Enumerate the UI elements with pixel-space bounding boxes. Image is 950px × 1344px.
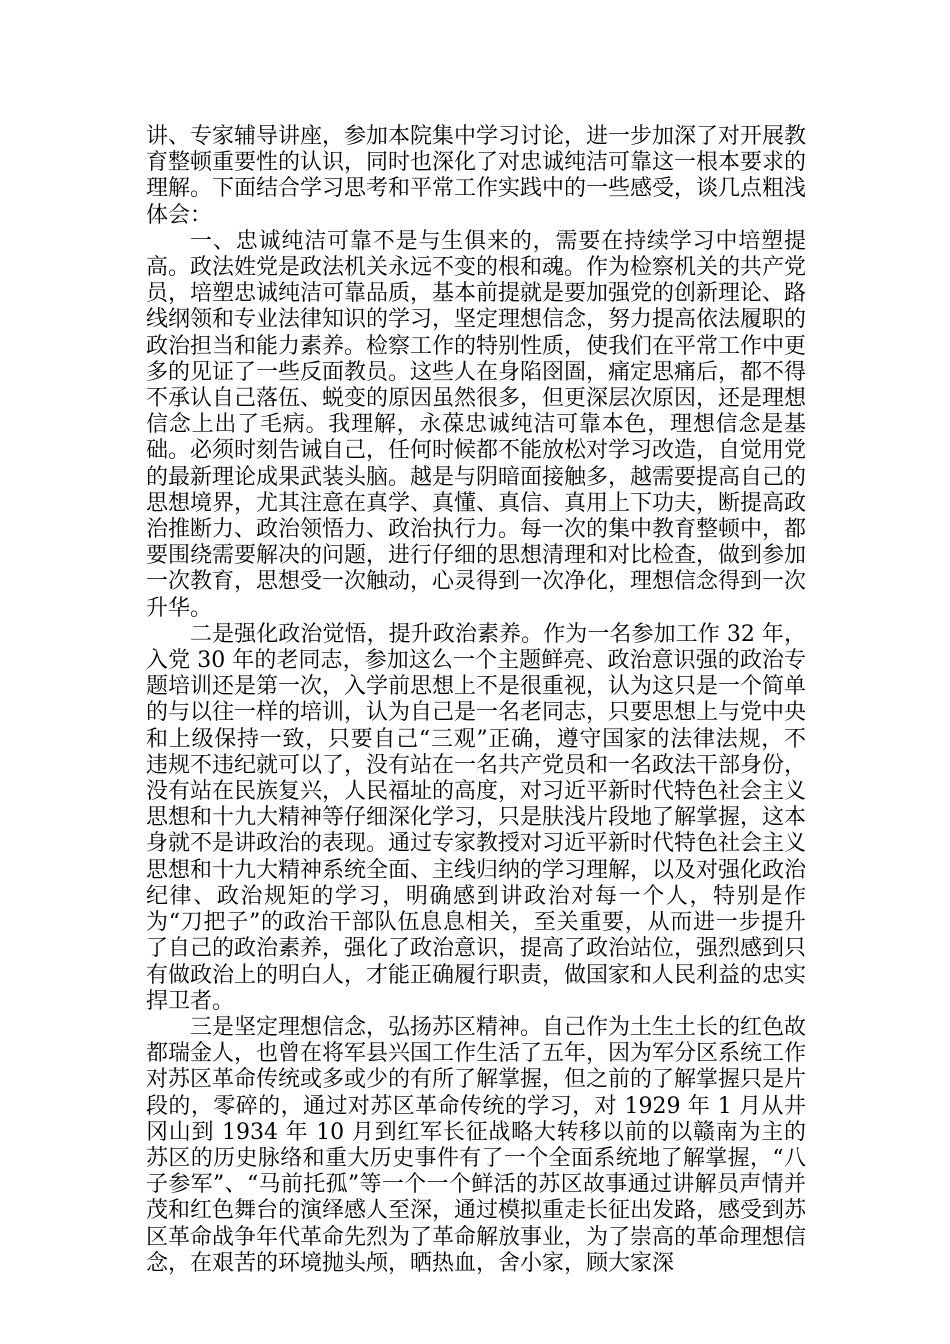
paragraph-intro: 讲、专家辅导讲座，参加本院集中学习讨论，进一步加深了对开展教育整顿重要性的认识，同时也深化了对忠诚纯洁可靠这一根本要求的理解。下面结合学习思考和平常工作实践中的一些感受，谈几点粗浅体会： (146, 124, 807, 228)
document-body (146, 124, 806, 1277)
paragraph-point-one: 一、忠诚纯洁可靠不是与生俱来的，需要在持续学习中培塑提高。政法姓党是政法机关永远不变的根和魂。作为检察机关的共产党员，培塑忠诚纯洁可靠品质，基本前提就是要加强党的创新理论、路线纲领和专业法律知识的学习，坚定理想信念，努力提高依法履职的政治担当和能力素养。检察工作的特别性质，使我们在平常工作中更多的见证了一些反面教员。这些人在身陷囹圄，痛定思痛后，都不得不承认自己落伍、蜕变的原因虽然很多，但更深层次原因，还是理想信念上出了毛病。我理解，永葆忠诚纯洁可靠本色，理想信念是基础。必须时刻告诫自己，任何时候都不能放松对学习改造，自觉用党的最新理论成果武装头脑。越是与阴暗面接触多，越需要提高自己的思想境界，尤其注意在真学、真懂、真信、真用上下功夫，断提高政治推断力、政治领悟力、政治执行力。每一次的集中教育整顿中，都要围绕需要解决的问题，进行仔细的思想清理和对比检查，做到参加一次教育，思想受一次触动，心灵得到一次净化，理想信念得到一次升华。 (146, 228, 807, 621)
paragraph-point-three: 三是坚定理想信念，弘扬苏区精神。自己作为土生土长的红色故都瑞金人，也曾在将军县兴国工作生活了五年，因为军分区系统工作对苏区革命传统或多或少的有所了解掌握，但之前的了解掌握只是片段的，零碎的，通过对苏区革命传统的学习，对 1929 年 1 月从井冈山到 1934 年 10 月到红军长征战略大转移以前的以赣南为主的苏区的历史脉络和重大历史事件有了一个全面系统地了解掌握，“八子参军”、“马前托孤”等一个一个鲜活的苏区故事通过讲解员声情并茂和红色舞台的演绎感人至深，通过模拟重走长征出发路，感受到苏区革命战争年代革命先烈为了革命解放事业，为了崇高的革命理想信念，在艰苦的环境抛头颅，晒热血，舍小家，顾大家深 (146, 1014, 807, 1276)
paragraph-point-two: 二是强化政治觉悟，提升政治素养。作为一名参加工作 32 年，入党 30 年的老同志，参加这么一个主题鲜亮、政治意识强的政治专题培训还是第一次，入学前思想上不是很重视，认为这只是一个简单的与以往一样的培训，认为自己是一名老同志，只要思想上与党中央和上级保持一致，只要自己“三观”正确，遵守国家的法律法规，不违规不违纪就可以了，没有站在一名共产党员和一名政法干部身份，没有站在民族复兴，人民福址的高度，对习近平新时代特色社会主义思想和十九大精神等仔细深化学习，只是肤浅片段地了解掌握，这本身就不是讲政治的表现。通过专家教授对习近平新时代特色社会主义思想和十九大精神系统全面、主线归纳的学习理解，以及对强化政治纪律、政治规矩的学习，明确感到讲政治对每一个人，特别是作为“刀把子”的政治干部队伍息息相关，至关重要，从而进一步提升了自己的政治素养，强化了政治意识，提高了政治站位，强烈感到只有做政治上的明白人，才能正确履行职责，做国家和人民利益的忠实捍卫者。 (146, 621, 807, 1014)
